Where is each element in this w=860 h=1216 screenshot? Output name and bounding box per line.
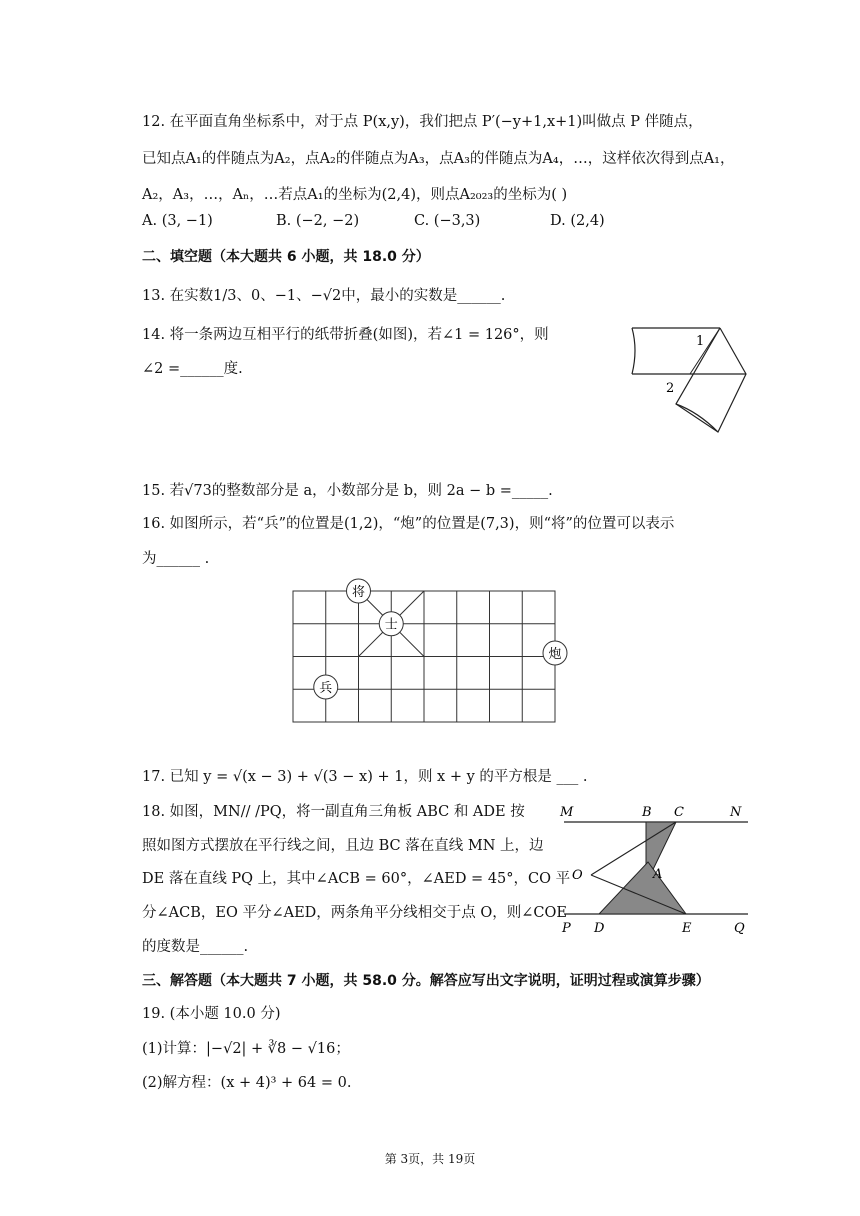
- angle-2-label: 2: [666, 381, 675, 396]
- q12-option-c: C. (−3,3): [414, 213, 481, 229]
- q12-line2: 已知点A₁的伴随点为A₂，点A₂的伴随点为A₃，点A₃的伴随点为A₄，…，这样依次得到点A₁，: [142, 151, 735, 167]
- page-footer: 第 3页，共 19页: [384, 1152, 476, 1166]
- q12-option-b: B. (−2, −2): [276, 213, 360, 229]
- q16-chessboard: [280, 574, 580, 730]
- q18-line5: 的度数是______.: [142, 939, 249, 955]
- q14-line2: ∠2 =______度.: [142, 361, 243, 377]
- q16-line2: 为______ .: [142, 551, 210, 567]
- triangle-ade: [599, 862, 686, 914]
- folded-part: [676, 328, 746, 432]
- q17-text: 17. 已知 y = √(x − 3) + √(3 − x) + 1，则 x + y 的平方根是 ___ .: [142, 769, 588, 785]
- svg-text:A: A: [653, 867, 663, 882]
- q19-title: 19. (本小题 10.0 分): [142, 1006, 281, 1022]
- piece-shi: [379, 612, 403, 636]
- svg-text:E: E: [682, 921, 692, 936]
- q19-part1: (1)计算：|−√2| + ∛8 − √16；: [142, 1041, 350, 1057]
- q18-line4: 分∠ACB，EO 平分∠AED，两条角平分线相交于点 O，则∠COE: [142, 905, 567, 921]
- svg-text:B: B: [642, 805, 652, 820]
- q12-option-a: A. (3, −1): [142, 213, 213, 229]
- strip-left-cut: [632, 328, 635, 374]
- svg-text:N: N: [730, 805, 742, 820]
- piece-bing: [314, 675, 338, 699]
- q12-line3: A₂，A₃，…，Aₙ，…若点A₁的坐标为(2,4)，则点A₂₀₂₃的坐标为( ): [142, 187, 568, 203]
- svg-text:M: M: [560, 805, 574, 820]
- q12-line1: 12. 在平面直角坐标系中，对于点 P(x,y)，我们把点 P′(−y+1,x+1)叫做点 P 伴随点，: [142, 114, 703, 130]
- piece-jiang: [347, 579, 371, 603]
- piece-pao: [543, 641, 567, 665]
- svg-text:D: D: [594, 921, 605, 936]
- q18-line1: 18. 如图，MN// /PQ，将一副直角三角板 ABC 和 ADE 按: [142, 804, 525, 820]
- svg-text:O: O: [572, 868, 583, 883]
- q18-line2: 照如图方式摆放在平行线之间，且边 BC 落在直线 MN 上，边: [142, 838, 544, 854]
- q16-line1: 16. 如图所示，若“兵”的位置是(1,2)，“炮”的位置是(7,3)，则“将”的位置可以表示: [142, 516, 675, 532]
- q18-figure: [556, 800, 754, 940]
- svg-text:兵: 兵: [319, 681, 333, 696]
- q12-option-d: D. (2,4): [550, 213, 605, 229]
- section-3-heading: 三、解答题（本大题共 7 小题，共 58.0 分。解答应写出文字说明，证明过程或演算步骤）: [142, 973, 710, 989]
- q14-figure: [628, 322, 750, 438]
- svg-text:炮: 炮: [548, 647, 562, 662]
- svg-text:P: P: [562, 921, 571, 936]
- q19-part2: (2)解方程：(x + 4)³ + 64 = 0.: [142, 1075, 352, 1091]
- q14-line1: 14. 将一条两边互相平行的纸带折叠(如图)，若∠1 = 126°，则: [142, 327, 549, 343]
- section-2-heading: 二、填空题（本大题共 6 小题，共 18.0 分）: [142, 249, 430, 265]
- svg-text:将: 将: [351, 585, 366, 600]
- svg-text:士: 士: [384, 617, 398, 633]
- svg-text:C: C: [674, 805, 684, 820]
- q15-text: 15. 若√73的整数部分是 a，小数部分是 b，则 2a − b =_____.: [142, 483, 553, 499]
- strip-edges: [632, 328, 746, 374]
- q18-line3: DE 落在直线 PQ 上，其中∠ACB = 60°，∠AED = 45°，CO 平: [142, 871, 571, 887]
- svg-text:Q: Q: [734, 921, 745, 936]
- angle-1-label: 1: [696, 334, 705, 349]
- q13-text: 13. 在实数1/3、0、−1、−√2中，最小的实数是______.: [142, 288, 506, 304]
